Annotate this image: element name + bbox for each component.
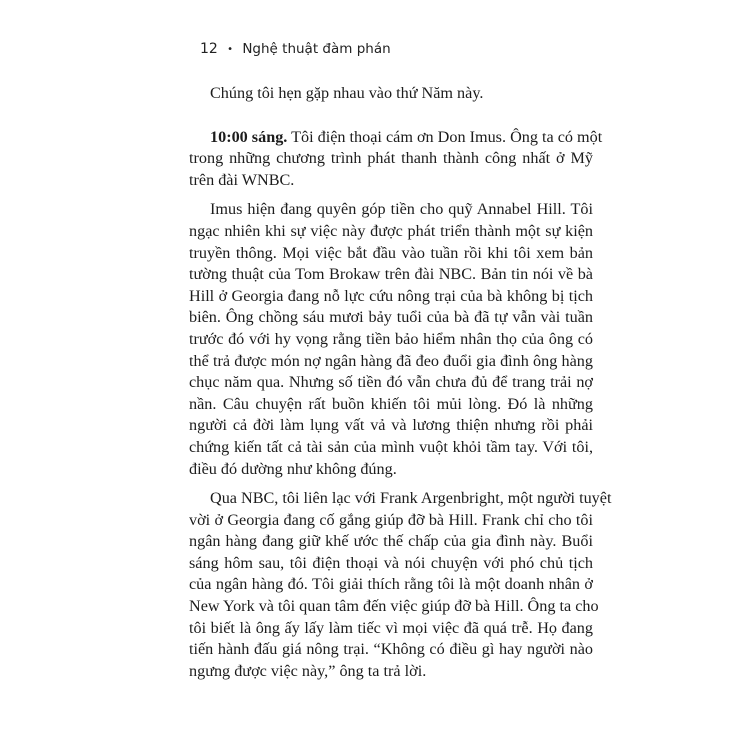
time-stamp-lead: 10:00 sáng. [210, 127, 288, 146]
text-line: truyền thông. Mọi việc bắt đầu vào tuần rồi khi tôi xem bản [189, 243, 593, 262]
text-line: thể trả được món nợ ngân hàng đã đeo đuổi gia đình ông hàng [189, 351, 593, 370]
paragraph-1 [189, 83, 593, 105]
text-line: ngân hàng đang giữ khế ước thế chấp của gia đình này. Buổi [189, 532, 593, 551]
paragraph-4 [189, 488, 612, 682]
header-separator: • [227, 44, 234, 55]
text-line: biên. Ông chồng sáu mươi bảy tuổi của bà đã tự vẫn vài tuần [189, 308, 593, 327]
text-line: Hill ở Georgia đang nỗ lực cứu nông trại của bà không bị tịch [189, 286, 593, 305]
text-line: vời ở Georgia đang cố gắng giúp đỡ bà Hill. Frank chỉ cho tôi [189, 510, 593, 529]
text-line: điều đó dường như không đúng. [189, 459, 397, 478]
text-line: trước đó với hy vọng rằng tiền bảo hiểm nhân thọ của ông có [189, 329, 593, 348]
text-line: Qua NBC, tôi liên lạc với Frank Argenbright, một người tuyệt [210, 489, 612, 508]
text-line: Imus hiện đang quyên góp tiền cho quỹ Annabel Hill. Tôi [210, 200, 593, 219]
text-line: chục năm qua. Nhưng số tiền đó vẫn chưa đủ để trang trải nợ [189, 373, 593, 392]
text-line: chứng kiến tất cả tài sản của mình vuột khỏi tầm tay. Với tôi, [189, 437, 593, 456]
text-line: của ngân hàng đó. Tôi giải thích rằng tôi là một doanh nhân ở [189, 575, 593, 594]
running-header [200, 41, 391, 57]
paragraph-3 [189, 199, 593, 480]
book-title: Nghệ thuật đàm phán [242, 41, 391, 57]
text-line: Chúng tôi hẹn gặp nhau vào thứ Năm này. [210, 84, 484, 102]
text-line: tường thuật của Tom Brokaw trên đài NBC. Bản tin nói về bà [189, 265, 593, 284]
text-line: trong những chương trình phát thanh thành công nhất ở Mỹ [189, 149, 593, 168]
text-line: sáng hôm sau, tôi điện thoại và nói chuyện với phó chủ tịch [189, 553, 593, 572]
paragraph-2 [189, 127, 603, 192]
text-line: nần. Câu chuyện rất buồn khiến tôi mủi lòng. Đó là những [189, 394, 593, 413]
text-line: ngạc nhiên khi sự việc này được phát triển thành một sự kiện [189, 221, 593, 240]
text-line: tiến hành đấu giá nông trại. “Không có điều gì hay người nào [189, 640, 593, 659]
text-line: người cả đời làm lụng vất vả và lương thiện nhưng rồi phải [189, 416, 593, 435]
text-line: tôi biết là ông ấy lấy làm tiếc vì mọi việc đã quá trễ. Họ đang [189, 618, 593, 637]
page-body [189, 83, 612, 682]
text-line: trên đài WNBC. [189, 170, 295, 189]
page-number: 12 [200, 41, 218, 57]
text-line: 10:00 sáng. Tôi điện thoại cám ơn Don Imus. Ông ta có một [210, 127, 603, 146]
text-line: ngưng được việc này,” ông ta trả lời. [189, 661, 427, 680]
text-line: New York và tôi quan tâm đến việc giúp đỡ bà Hill. Ông ta cho [189, 597, 599, 616]
